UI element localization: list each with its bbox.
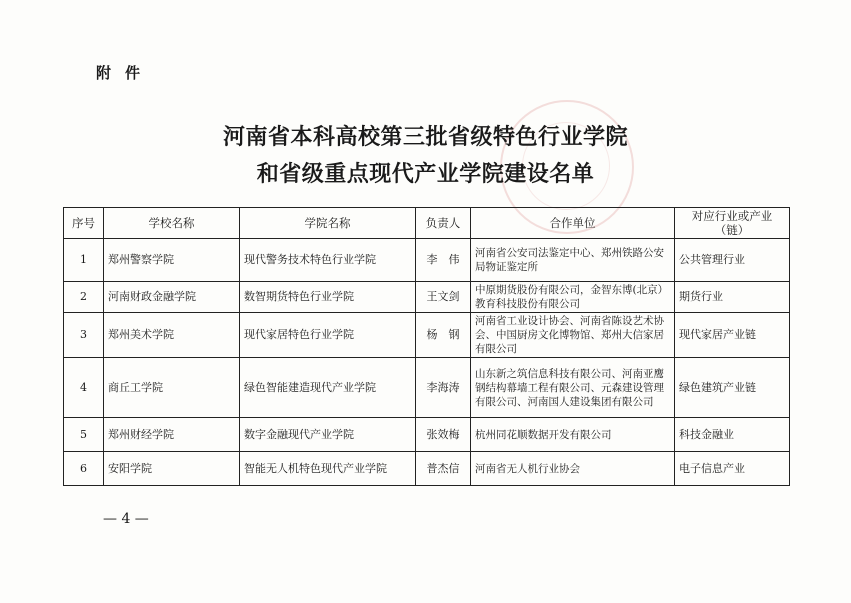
industry: 公共管理行业	[675, 239, 790, 282]
partner-units: 河南省工业设计协会、河南省陈设艺术协会、中国厨房文化博物馆、郑州大信家居有限公司	[471, 313, 675, 358]
industry: 电子信息产业	[675, 452, 790, 486]
table-row	[64, 239, 790, 282]
partner-units: 河南省无人机行业协会	[471, 452, 675, 486]
table-row	[64, 452, 790, 486]
industry: 绿色建筑产业链	[675, 358, 790, 418]
industry: 期货行业	[675, 282, 790, 313]
school-name: 河南财政金融学院	[104, 282, 240, 313]
document-title-line1: 河南省本科高校第三批省级特色行业学院	[222, 125, 628, 150]
lead-person: 普杰信	[416, 452, 471, 486]
row-index: 4	[64, 358, 104, 418]
table-row	[64, 358, 790, 418]
table-row	[64, 313, 790, 358]
attachment-label: 附件	[96, 64, 155, 82]
partner-units: 河南省公安司法鉴定中心、郑州铁路公安局物证鉴定所	[471, 239, 675, 282]
college-name: 现代家居特色行业学院	[240, 313, 416, 358]
lead-person: 张效梅	[416, 418, 471, 452]
lead-person: 杨 钢	[416, 313, 471, 358]
header-school: 学校名称	[104, 208, 240, 239]
partner-units: 山东新之筑信息科技有限公司、河南亚鹰钢结构幕墙工程有限公司、元森建设管理有限公司、河南国人建设集团有限公司	[471, 358, 675, 418]
college-name: 现代警务技术特色行业学院	[240, 239, 416, 282]
row-index: 5	[64, 418, 104, 452]
page-number: — 4 —	[103, 511, 149, 527]
lead-person: 李海涛	[416, 358, 471, 418]
school-name: 郑州美术学院	[104, 313, 240, 358]
partner-units: 中原期货股份有限公司，金智东博(北京）教育科技股份有限公司	[471, 282, 675, 313]
row-index: 1	[64, 239, 104, 282]
document-title-line2: 和省级重点现代产业学院建设名单	[256, 162, 595, 187]
header-industry: 对应行业或产业（链）	[675, 208, 790, 239]
college-name: 数字金融现代产业学院	[240, 418, 416, 452]
industry: 现代家居产业链	[675, 313, 790, 358]
table-row	[64, 418, 790, 452]
college-name: 数智期货特色行业学院	[240, 282, 416, 313]
table-header-row	[64, 208, 790, 239]
header-lead: 负责人	[416, 208, 471, 239]
school-name: 郑州警察学院	[104, 239, 240, 282]
table-row	[64, 282, 790, 313]
lead-person: 王文剑	[416, 282, 471, 313]
industry: 科技金融业	[675, 418, 790, 452]
row-index: 3	[64, 313, 104, 358]
lead-person: 李 伟	[416, 239, 471, 282]
header-index: 序号	[64, 208, 104, 239]
college-name: 智能无人机特色现代产业学院	[240, 452, 416, 486]
school-name: 郑州财经学院	[104, 418, 240, 452]
school-name: 安阳学院	[104, 452, 240, 486]
row-index: 6	[64, 452, 104, 486]
partner-units: 杭州同花顺数据开发有限公司	[471, 418, 675, 452]
school-name: 商丘工学院	[104, 358, 240, 418]
header-college: 学院名称	[240, 208, 416, 239]
college-list-table	[63, 207, 790, 486]
header-partner: 合作单位	[471, 208, 675, 239]
college-name: 绿色智能建造现代产业学院	[240, 358, 416, 418]
row-index: 2	[64, 282, 104, 313]
